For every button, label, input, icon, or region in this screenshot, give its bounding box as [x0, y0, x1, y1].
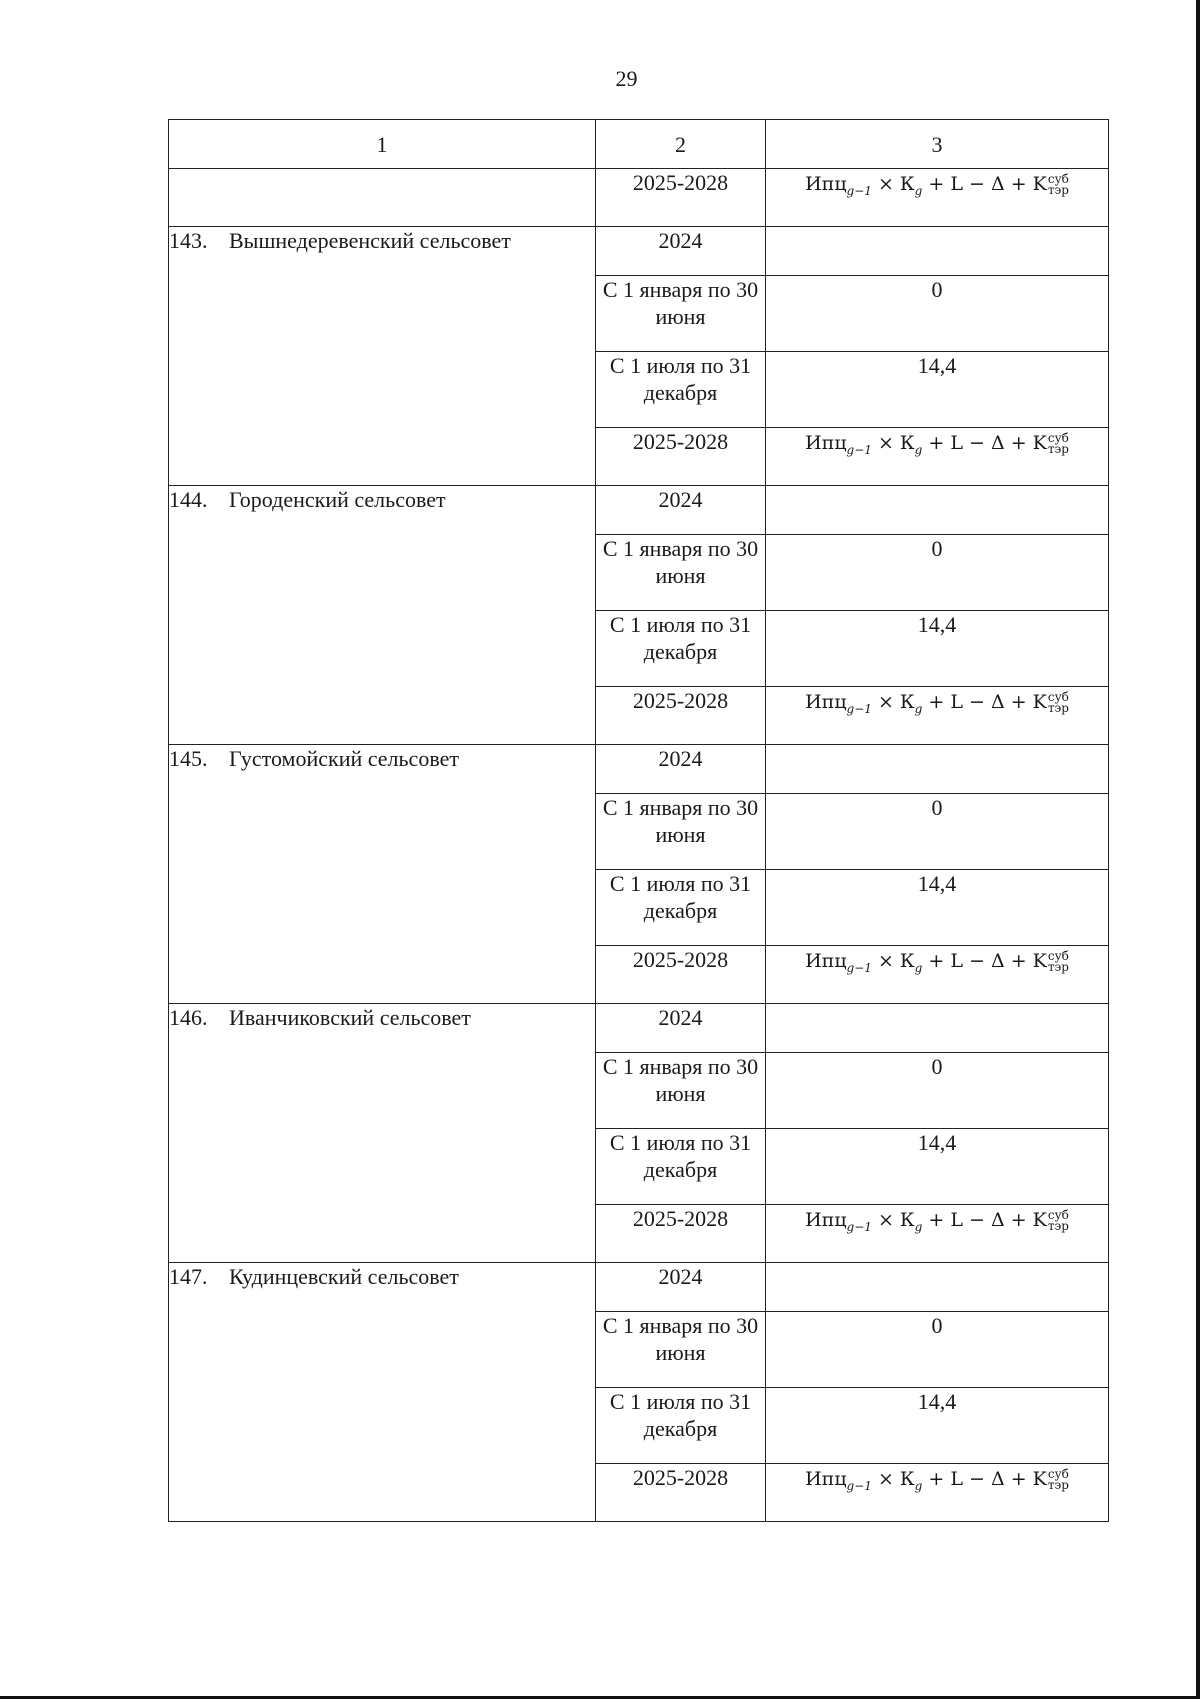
- period-cell: С 1 июля по 31 декабря: [596, 1129, 766, 1205]
- settlement-name: Кудинцевский сельсовет: [229, 1264, 459, 1289]
- formula-k-superscript: суб: [1047, 1467, 1069, 1481]
- period-cell: 2025-2028: [596, 428, 766, 486]
- entry-number: 144.: [169, 487, 208, 512]
- formula-cell: [766, 169, 1109, 227]
- formula-k-subscript: g: [914, 183, 923, 198]
- year-cell: 2024: [596, 486, 766, 535]
- formula-cell: [766, 687, 1109, 745]
- entry-number: 143.: [169, 228, 208, 253]
- formula-k-subscript: g: [914, 960, 923, 975]
- formula: [805, 169, 1069, 198]
- formula-times-k: × К: [871, 432, 915, 454]
- formula-k-subscript: g: [914, 1219, 923, 1234]
- period-cell: 2025-2028: [596, 946, 766, 1004]
- value-cell: 0: [766, 535, 1109, 611]
- formula-tail: + L − Δ + K: [922, 1209, 1047, 1231]
- formula-k-subscript: g: [914, 1478, 923, 1493]
- formula-tail: + L − Δ + K: [922, 1468, 1047, 1490]
- formula: [805, 1464, 1069, 1493]
- empty-cell: [766, 1004, 1109, 1053]
- formula-k-subscript2: тэр: [1047, 701, 1069, 715]
- formula-ipc: Ипц: [805, 432, 847, 454]
- entry-number: 146.: [169, 1005, 208, 1030]
- formula-times-k: × К: [871, 1468, 915, 1490]
- formula-ipc: Ипц: [805, 950, 847, 972]
- table-row: [169, 1263, 1109, 1312]
- empty-cell: [766, 227, 1109, 276]
- formula: [805, 1205, 1069, 1234]
- formula-ipc-subscript: g−1: [846, 1219, 872, 1234]
- formula-k-indices: [1048, 951, 1069, 973]
- formula-k-subscript2: тэр: [1047, 1478, 1069, 1492]
- empty-cell: [766, 486, 1109, 535]
- formula-cell: [766, 946, 1109, 1004]
- value-cell: 0: [766, 276, 1109, 352]
- settlement-cell: [169, 745, 596, 1004]
- period-cell: С 1 января по 30 июня: [596, 535, 766, 611]
- formula-k-subscript2: тэр: [1047, 183, 1069, 197]
- year-cell: 2024: [596, 1263, 766, 1312]
- formula-k-subscript2: тэр: [1047, 1219, 1069, 1233]
- formula-k-superscript: суб: [1047, 690, 1069, 704]
- formula: [805, 946, 1069, 975]
- formula-ipc-subscript: g−1: [846, 701, 872, 716]
- value-cell: 0: [766, 794, 1109, 870]
- formula-cell: [766, 1464, 1109, 1522]
- formula-k-superscript: суб: [1047, 1208, 1069, 1222]
- formula-ipc: Ипц: [805, 1209, 847, 1231]
- value-cell: 0: [766, 1053, 1109, 1129]
- table-row: [169, 227, 1109, 276]
- formula-ipc-subscript: g−1: [846, 960, 872, 975]
- period-cell: 2025-2028: [596, 1205, 766, 1263]
- formula-cell: [766, 1205, 1109, 1263]
- column-header: 3: [766, 120, 1109, 169]
- table-header-row: [169, 120, 1109, 169]
- period-cell: С 1 января по 30 июня: [596, 794, 766, 870]
- formula-k-indices: [1048, 1210, 1069, 1232]
- period-cell: С 1 июля по 31 декабря: [596, 611, 766, 687]
- column-header: 2: [596, 120, 766, 169]
- formula-times-k: × К: [871, 1209, 915, 1231]
- table-row: [169, 486, 1109, 535]
- period-cell: 2025-2028: [596, 687, 766, 745]
- empty-cell: [766, 745, 1109, 794]
- scan-edge-right: [1196, 0, 1200, 1699]
- formula-k-indices: [1048, 692, 1069, 714]
- formula: [805, 687, 1069, 716]
- table-row: [169, 1004, 1109, 1053]
- empty-cell: [766, 1263, 1109, 1312]
- period-cell: 2025-2028: [596, 1464, 766, 1522]
- formula-k-subscript2: тэр: [1047, 442, 1069, 456]
- formula-tail: + L − Δ + K: [922, 691, 1047, 713]
- formula-times-k: × К: [871, 691, 915, 713]
- settlement-cell: [169, 486, 596, 745]
- formula-tail: + L − Δ + K: [922, 173, 1047, 195]
- formula-ipc: Ипц: [805, 1468, 847, 1490]
- year-cell: 2024: [596, 227, 766, 276]
- formula-k-indices: [1048, 174, 1069, 196]
- entry-number: 147.: [169, 1264, 208, 1289]
- formula-k-indices: [1048, 433, 1069, 455]
- settlement-name: Иванчиковский сельсовет: [229, 1005, 471, 1030]
- tariff-table: [168, 119, 1109, 1522]
- formula-cell: [766, 428, 1109, 486]
- year-cell: 2024: [596, 745, 766, 794]
- settlement-name: Городенский сельсовет: [229, 487, 446, 512]
- table-row: [169, 745, 1109, 794]
- year-cell: 2024: [596, 1004, 766, 1053]
- column-header: 1: [169, 120, 596, 169]
- formula-k-superscript: суб: [1047, 172, 1069, 186]
- formula-tail: + L − Δ + K: [922, 432, 1047, 454]
- value-cell: 14,4: [766, 870, 1109, 946]
- period-cell: С 1 июля по 31 декабря: [596, 870, 766, 946]
- settlement-cell: [169, 227, 596, 486]
- formula-k-subscript: g: [914, 701, 923, 716]
- value-cell: 14,4: [766, 1388, 1109, 1464]
- value-cell: 14,4: [766, 611, 1109, 687]
- formula-k-subscript2: тэр: [1047, 960, 1069, 974]
- value-cell: 0: [766, 1312, 1109, 1388]
- formula: [805, 428, 1069, 457]
- settlement-name: Густомойский сельсовет: [229, 746, 459, 771]
- formula-k-superscript: суб: [1047, 949, 1069, 963]
- formula-k-indices: [1048, 1469, 1069, 1491]
- table-row-continuation: [169, 169, 1109, 227]
- page-number: 29: [615, 66, 638, 91]
- settlement-name: Вышнедеревенский сельсовет: [229, 228, 511, 253]
- formula-ipc-subscript: g−1: [846, 442, 872, 457]
- formula-ipc-subscript: g−1: [846, 183, 872, 198]
- formula-tail: + L − Δ + K: [922, 950, 1047, 972]
- period-cell: 2025-2028: [596, 169, 766, 227]
- period-cell: С 1 января по 30 июня: [596, 1312, 766, 1388]
- table-body: [169, 120, 1109, 1522]
- period-cell: С 1 января по 30 июня: [596, 1053, 766, 1129]
- settlement-cell: [169, 1263, 596, 1522]
- formula-ipc-subscript: g−1: [846, 1478, 872, 1493]
- entry-number: 145.: [169, 746, 208, 771]
- empty-cell: [169, 169, 596, 227]
- formula-times-k: × К: [871, 173, 915, 195]
- formula-ipc: Ипц: [805, 173, 847, 195]
- formula-k-superscript: суб: [1047, 431, 1069, 445]
- value-cell: 14,4: [766, 352, 1109, 428]
- formula-times-k: × К: [871, 950, 915, 972]
- formula-k-subscript: g: [914, 442, 923, 457]
- value-cell: 14,4: [766, 1129, 1109, 1205]
- period-cell: С 1 июля по 31 декабря: [596, 1388, 766, 1464]
- period-cell: С 1 июля по 31 декабря: [596, 352, 766, 428]
- formula-ipc: Ипц: [805, 691, 847, 713]
- settlement-cell: [169, 1004, 596, 1263]
- period-cell: С 1 января по 30 июня: [596, 276, 766, 352]
